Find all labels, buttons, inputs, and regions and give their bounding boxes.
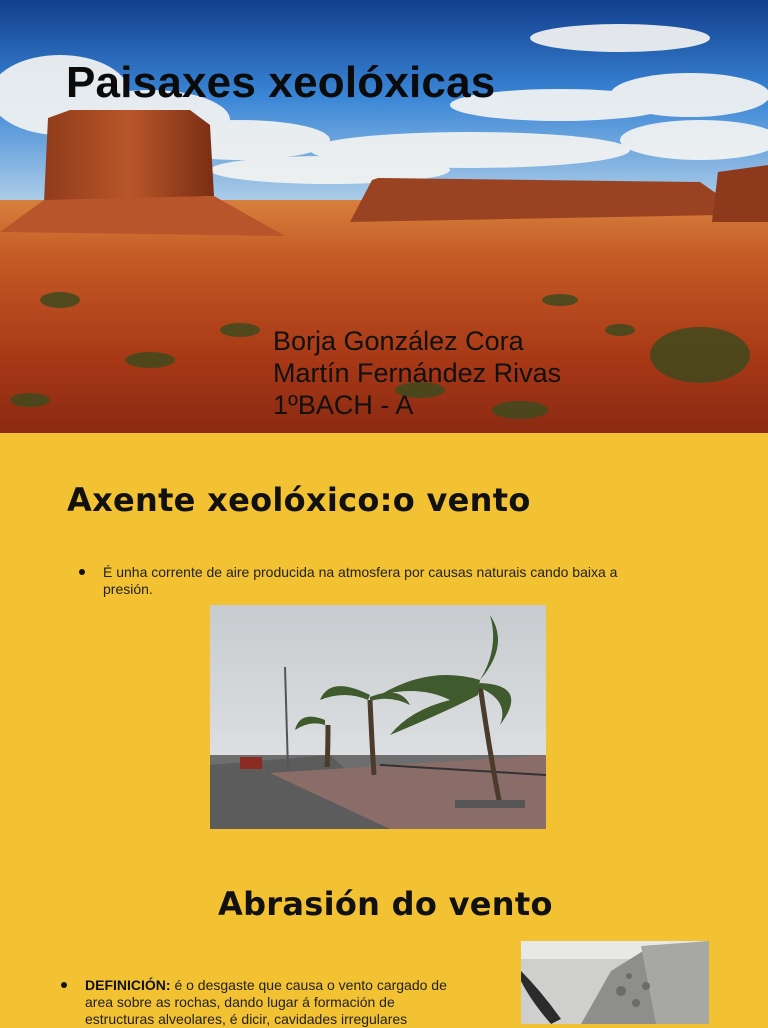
wind-definition-bullet xyxy=(103,564,663,598)
content-slides xyxy=(0,433,768,1027)
bullet-dot xyxy=(61,982,67,988)
wind-agent-heading: Axente xeolóxico:o vento xyxy=(67,481,531,519)
wind-definition-text: É unha corrente de aire producida na atmosfera por causas naturais cando baixa a presión. xyxy=(103,564,618,597)
author-1: Borja González Cora xyxy=(273,326,524,356)
bullet-dot xyxy=(79,569,85,575)
windy-street-photo xyxy=(210,605,546,829)
author-2: Martín Fernández Rivas xyxy=(273,358,562,388)
class-group: 1ºBACH - A xyxy=(273,390,414,420)
abrasion-definition-bullet xyxy=(85,977,460,1028)
eroded-rock-photo xyxy=(521,941,709,1024)
slide-title: Paisaxes xeolóxicas xyxy=(66,58,496,107)
definition-label: DEFINICIÓN: xyxy=(85,977,171,993)
abrasion-definition-text: é o desgaste que causa o vento cargado de area sobre as rochas, dando lugar á formación de estructuras alveolares, é dicir, cavidades irregulares xyxy=(85,977,447,1027)
authors-block xyxy=(273,325,561,421)
title-slide xyxy=(0,0,768,433)
wind-abrasion-heading: Abrasión do vento xyxy=(218,885,553,923)
